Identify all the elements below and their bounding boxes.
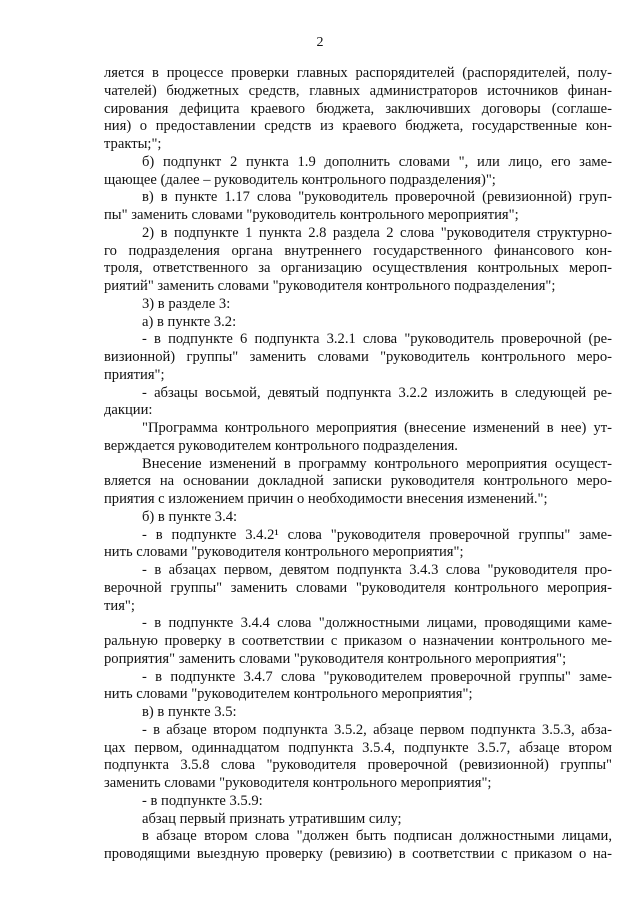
text-line: - в подпункте 3.5.9: [142, 792, 263, 809]
text-line: а) в пункте 3.2: [142, 313, 237, 330]
text-line: - абзацы восьмой, девятый подпункта 3.2.2 изложить в следующей ре- [142, 384, 612, 401]
text-line: риятий" заменить словами "руководителя контрольного подразделения"; [104, 278, 556, 294]
text-line: приятия с изложением причин о необходимости внесения изменений."; [104, 491, 548, 507]
text-line: - в подпункте 6 подпункта 3.2.1 слова "руководитель проверочной (ре- [142, 331, 612, 348]
text-line: дакции: [104, 402, 153, 419]
text-line: тия"; [104, 597, 135, 614]
text-line: го подразделения органа внутреннего государственного финансового кон- [104, 242, 612, 259]
text-line: - в подпункте 3.4.4 слова "должностными лицами, проводящими каме- [142, 615, 612, 632]
text-line: б) в пункте 3.4: [142, 508, 238, 525]
text-line: "Программа контрольного мероприятия (внесение изменений в нее) ут- [142, 420, 612, 436]
text-line: верочной группы" заменить словами "руководителя контрольного мероприя- [104, 579, 612, 596]
text-line: роприятия" заменить словами "руководителя контрольного мероприятия"; [104, 650, 567, 667]
text-line: тракты;"; [104, 136, 162, 152]
text-line: 2) в подпункте 1 пункта 2.8 раздела 2 слова "руководителя структурно- [142, 224, 612, 241]
text-line: щающее (далее – руководитель контрольного подразделения)"; [104, 171, 496, 188]
text-line: троля, ответственного за организацию осуществления контрольных мероп- [104, 260, 612, 277]
text-line: приятия"; [104, 366, 165, 383]
text-line: верждается руководителем контрольного подразделения. [104, 437, 458, 454]
text-line: в абзаце втором слова "должен быть подписан должностными лицами, [142, 828, 612, 845]
text-line: 3) в разделе 3: [142, 295, 231, 312]
text-line: проводящими выездную проверку (ревизию) в соответствии с приказом о на- [104, 846, 612, 862]
text-line: Внесение изменений в программу контрольного мероприятия осущест- [142, 455, 612, 472]
text-line: ния) о предоставлении средств из краевого бюджета, государственные кон- [104, 118, 612, 135]
text-line: заменить словами "руководителя контрольного мероприятия"; [104, 775, 492, 791]
text-line: ральную проверку в соответствии с приказом о назначении контрольного ме- [104, 633, 612, 649]
text-line: подпункта 3.5.8 слова "руководителя проверочной (ревизионной) группы" [104, 757, 612, 774]
text-line: в) в пункте 3.5: [142, 704, 237, 720]
text-line: цах первом, одиннадцатом подпункта 3.5.4, подпункте 3.5.7, абзаце втором [104, 739, 612, 756]
text-line: абзац первый признать утратившим силу; [142, 810, 402, 827]
text-line: нить словами "руководителя контрольного мероприятия"; [104, 544, 464, 561]
text-line: б) подпункт 2 пункта 1.9 дополнить словами ", или лицо, его заме- [142, 153, 612, 170]
text-line: чателей) бюджетных средств, главных администраторов источников финан- [104, 82, 612, 99]
text-line: нить словами "руководителем контрольного мероприятия"; [104, 686, 473, 703]
text-line: визионной) группы" заменить словами "руководитель контрольного меро- [104, 349, 612, 365]
text-line: вляется на основании докладной записки руководителя контрольного меро- [104, 473, 612, 490]
text-line: ляется в процессе проверки главных распорядителей (распорядителей, полу- [104, 65, 612, 81]
page-number: 2 [316, 35, 324, 50]
text-line: - в абзацах первом, девятом подпункта 3.4.3 слова "руководителя про- [142, 562, 612, 578]
text-line: - в подпункте 3.4.2¹ слова "руководителя проверочной группы" заме- [142, 526, 612, 543]
text-line: в) в пункте 1.17 слова "руководитель проверочной (ревизионной) груп- [142, 189, 612, 206]
text-line: сирования дефицита краевого бюджета, заключивших договоры (соглаше- [104, 100, 612, 117]
text-line: - в подпункте 3.4.7 слова "руководителем проверочной группы" заме- [142, 668, 612, 685]
text-line: пы" заменить словами "руководитель контрольного мероприятия"; [104, 207, 519, 223]
text-line: - в абзаце втором подпункта 3.5.2, абзаце первом подпункта 3.5.3, абза- [142, 721, 612, 738]
